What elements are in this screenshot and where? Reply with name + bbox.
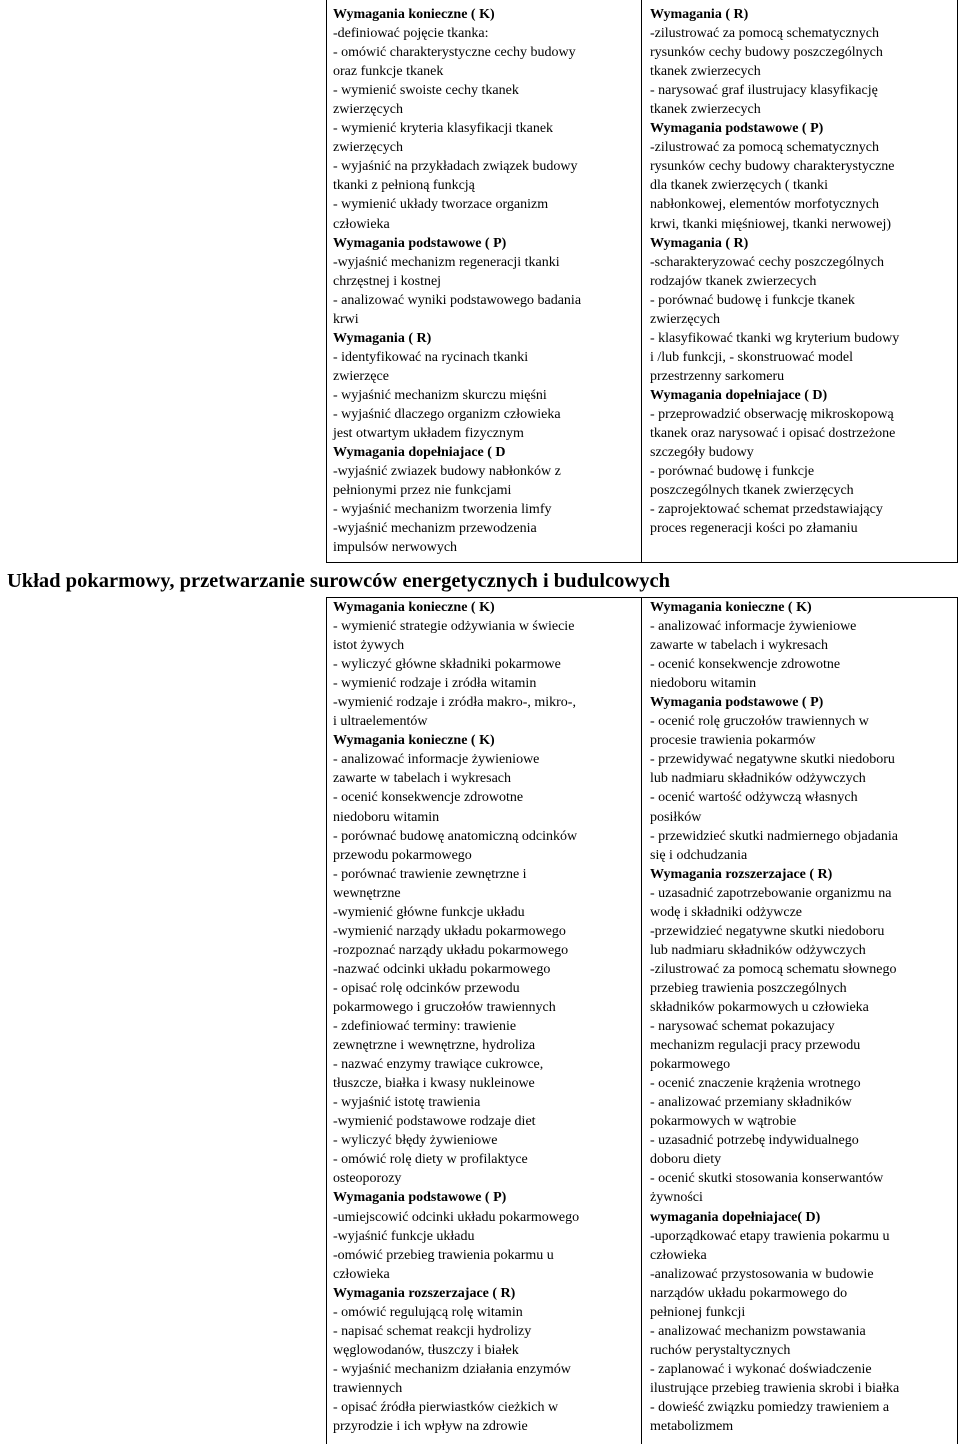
requirement-line: - ocenić konsekwencje zdrowotne <box>333 790 524 806</box>
requirement-line: - klasyfikować tkanki wg kryterium budowy <box>650 330 900 346</box>
requirement-line: posiłków <box>650 809 702 825</box>
requirement-line: - porównać budowę i funkcje tkanek <box>650 292 855 308</box>
requirement-line: - uzasadnić zapotrzebowanie organizmu na <box>650 885 892 901</box>
requirement-line: tkanki z pełnioną funkcją <box>333 178 475 194</box>
requirement-line: oraz funkcje tkanek <box>333 64 444 80</box>
requirement-heading: Wymagania podstawowe ( P) <box>650 121 824 137</box>
requirement-heading: Wymagania rozszerzajace ( R) <box>650 866 833 882</box>
requirement-line: - ocenić wartość odżywczą własnych <box>650 790 858 806</box>
requirement-line: -zilustrować za pomocą schematycznych <box>650 26 879 42</box>
requirement-line: - opisać rolę odcinków przewodu <box>333 980 520 996</box>
requirement-line: -wyjaśnić zwiazek budowy nabłonków z <box>333 464 561 480</box>
requirement-line: nabłonkowej, elementów morfotycznych <box>650 197 879 213</box>
requirement-line: impulsów nerwowych <box>333 540 458 556</box>
requirement-line: - wymienić kryteria klasyfikacji tkanek <box>333 121 554 137</box>
requirement-line: - wyjaśnić na przykładach związek budowy <box>333 159 578 175</box>
requirement-line: przyrodzie i ich wpływ na zdrowie <box>333 1419 528 1435</box>
requirement-line: składników pokarmowych u człowieka <box>650 999 869 1015</box>
requirement-line: - omówić rolę diety w profilaktyce <box>333 1152 528 1168</box>
requirement-line: - zaplanować i wykonać doświadczenie <box>650 1361 872 1377</box>
requirement-line: tłuszcze, białka i kwasy nukleinowe <box>333 1076 535 1092</box>
requirement-line: zawarte w tabelach i wykresach <box>333 771 512 787</box>
requirement-line: - przewidywać negatywne skutki niedoboru <box>650 752 895 768</box>
column-rule-right-lower <box>957 597 958 1444</box>
requirement-line: -nazwać odcinki układu pokarmowego <box>333 961 551 977</box>
requirement-line: przestrzenny sarkomeru <box>650 368 785 384</box>
requirement-line: -rozpoznać narządy układu pokarmowego <box>333 942 569 958</box>
requirement-line: -zilustrować za pomocą schematycznych <box>650 140 879 156</box>
requirement-line: węglowodanów, tłuszczy i białek <box>333 1342 519 1358</box>
bottom-right-cell <box>650 598 950 1436</box>
requirement-heading: Wymagania ( R) <box>650 7 749 22</box>
requirement-line: tkanek zwierzecych <box>650 102 761 118</box>
requirement-line: - identyfikować na rycinach tkanki <box>333 349 529 365</box>
requirement-line: - wyjaśnić mechanizm działania enzymów <box>333 1361 571 1377</box>
requirement-line: - analizować informacje żywieniowe <box>333 752 540 768</box>
requirement-line: - ocenić skutki stosowania konserwantów <box>650 1171 884 1187</box>
requirement-line: trawiennych <box>333 1380 403 1396</box>
requirement-line: pełnionej funkcji <box>650 1304 746 1320</box>
requirement-line: -wymienić rodzaje i zródła makro-, mikro-, <box>333 695 576 711</box>
requirement-heading: Wymagania podstawowe ( P) <box>333 235 507 251</box>
requirement-line: pokarmowego <box>650 1057 731 1073</box>
column-rule-middle-lower <box>641 597 642 1444</box>
requirement-line: ruchów perystaltycznych <box>650 1342 791 1358</box>
requirement-heading: Wymagania ( R) <box>333 330 432 346</box>
requirement-line: proces regeneracji kości po złamaniu <box>650 521 858 537</box>
column-rule-left <box>326 0 327 563</box>
requirement-line: szczegóły budowy <box>650 445 754 461</box>
requirement-line: - porównać budowę anatomiczną odcinków <box>333 828 578 844</box>
requirement-line: rodzajów tkanek zwierzecych <box>650 273 817 289</box>
requirement-heading: Wymagania rozszerzajace ( R) <box>333 1285 516 1301</box>
requirement-line: przebieg trawienia poszczególnych <box>650 980 847 996</box>
requirement-line: - napisać schemat reakcji hydrolizy <box>333 1323 532 1339</box>
requirement-line: -przewidzieć negatywne skutki niedoboru <box>650 923 885 939</box>
requirement-line: - wymienić układy tworzace organizm <box>333 197 549 213</box>
requirement-line: lub nadmiaru składników odżywczych <box>650 942 866 958</box>
requirement-line: - wymienić strategie odżywiania w świecie <box>333 619 575 635</box>
requirement-heading: Wymagania ( R) <box>650 235 749 251</box>
requirement-line: zwierzęcych <box>333 102 403 118</box>
requirement-line: pokarmowych w wątrobie <box>650 1114 797 1130</box>
requirement-line: zwierzęcych <box>650 311 720 327</box>
requirement-line: niedoboru witamin <box>333 809 440 825</box>
column-rule-middle <box>641 0 642 563</box>
requirement-line: - analizować wyniki podstawowego badania <box>333 292 582 308</box>
requirement-line: - zdefiniować terminy: trawienie <box>333 1019 517 1035</box>
requirement-line: -wyjaśnić mechanizm regeneracji tkanki <box>333 254 560 270</box>
requirement-line: - wyjaśnić mechanizm tworzenia limfy <box>333 502 552 518</box>
requirement-line: - dowieść związku pomiedzy trawieniem a <box>650 1399 890 1415</box>
requirement-line: - ocenić rolę gruczołów trawiennych w <box>650 714 869 730</box>
requirement-line: - wyliczyć główne składniki pokarmowe <box>333 657 561 673</box>
requirement-line: człowieka <box>333 216 390 232</box>
requirement-line: i ultraelementów <box>333 714 428 730</box>
requirement-line: -omówić przebieg trawienia pokarmu u <box>333 1247 554 1263</box>
requirement-line: rysunków cechy budowy poszczególnych <box>650 45 883 61</box>
requirement-line: - przeprowadzić obserwację mikroskopową <box>650 406 894 422</box>
column-rule-left-lower <box>326 597 327 1444</box>
requirement-line: mechanizm regulacji pracy przewodu <box>650 1038 861 1054</box>
requirement-heading: Wymagania konieczne ( K) <box>333 733 495 749</box>
requirement-line: tkanek zwierzecych <box>650 64 761 80</box>
requirement-heading: Wymagania konieczne ( K) <box>333 7 495 22</box>
requirement-line: poszczególnych tkanek zwierzęcych <box>650 483 854 499</box>
requirement-heading: wymagania dopełniajace( D) <box>650 1209 821 1225</box>
requirement-line: człowieka <box>650 1247 707 1263</box>
requirement-line: - omówić regulującą rolę witamin <box>333 1304 523 1320</box>
requirement-line: istot żywych <box>333 638 405 654</box>
requirement-line: - analizować informacje żywieniowe <box>650 619 857 635</box>
requirement-line: przewodu pokarmowego <box>333 847 472 863</box>
requirement-line: wodę i składniki odżywcze <box>650 904 803 920</box>
row-rule-bottom <box>326 562 958 563</box>
column-rule-right <box>957 0 958 563</box>
requirement-line: narządów układu pokarmowego do <box>650 1285 848 1301</box>
requirement-heading: Wymagania podstawowe ( P) <box>333 1190 507 1206</box>
requirement-line: - porównać budowę i funkcje <box>650 464 815 480</box>
top-right-cell <box>650 5 950 538</box>
requirement-heading: Wymagania podstawowe ( P) <box>650 695 824 711</box>
requirement-line: - omówić charakterystyczne cechy budowy <box>333 45 576 61</box>
top-left-cell <box>333 5 633 557</box>
requirement-line: żywności <box>650 1190 703 1206</box>
requirement-line: procesie trawienia pokarmów <box>650 733 816 749</box>
requirement-line: zewnętrzne i wewnętrzne, hydroliza <box>333 1038 536 1054</box>
requirement-line: - wyjaśnić istotę trawienia <box>333 1095 481 1111</box>
bottom-left-cell <box>333 598 633 1436</box>
requirement-line: - analizować przemiany składników <box>650 1095 852 1111</box>
requirement-line: metabolizmem <box>650 1419 734 1435</box>
requirement-line: -wyjaśnić mechanizm przewodzenia <box>333 521 537 537</box>
requirement-line: - wymienić swoiste cechy tkanek <box>333 83 519 99</box>
requirement-line: lub nadmiaru składników odżywczych <box>650 771 866 787</box>
requirement-line: -wymienić narządy układu pokarmowego <box>333 923 566 939</box>
requirement-line: -wyjaśnić funkcje układu <box>333 1228 475 1244</box>
requirement-line: wewnętrzne <box>333 885 401 901</box>
requirement-line: - wyjaśnić dlaczego organizm człowieka <box>333 406 561 422</box>
requirement-line: człowieka <box>333 1266 390 1282</box>
requirement-line: krwi <box>333 311 359 327</box>
requirement-line: zwierzęcych <box>333 140 403 156</box>
requirement-line: - wyliczyć błędy żywieniowe <box>333 1133 498 1149</box>
requirement-line: -wymienić główne funkcje układu <box>333 904 525 920</box>
requirement-line: -umiejscowić odcinki układu pokarmowego <box>333 1209 580 1225</box>
requirement-line: tkanek oraz narysować i opisać dostrzeżone <box>650 426 896 442</box>
requirement-heading: Wymagania konieczne ( K) <box>333 600 495 615</box>
requirement-line: - przewidzieć skutki nadmiernego objadania <box>650 828 899 844</box>
requirement-line: ilustrujące przebieg trawienia skrobi i białka <box>650 1380 900 1396</box>
requirement-line: - porównać trawienie zewnętrzne i <box>333 866 527 882</box>
requirement-line: zwierzęce <box>333 368 389 384</box>
requirement-line: - wymienić rodzaje i zródła witamin <box>333 676 537 692</box>
requirement-line: -analizować przystosowania w budowie <box>650 1266 874 1282</box>
requirement-line: - ocenić znaczenie krążenia wrotnego <box>650 1076 861 1092</box>
requirement-heading: Wymagania dopełniajace ( D) <box>650 387 828 403</box>
requirement-line: - ocenić konsekwencje zdrowotne <box>650 657 841 673</box>
requirement-line: i /lub funkcji, - skonstruować model <box>650 349 853 365</box>
requirement-line: osteoporozy <box>333 1171 402 1187</box>
requirement-line: -zilustrować za pomocą schematu słownego <box>650 961 897 977</box>
requirement-line: -scharakteryzować cechy poszczególnych <box>650 254 884 270</box>
requirement-line: się i odchudzania <box>650 847 748 863</box>
requirement-line: dla tkanek zwierzęcych ( tkanki <box>650 178 829 194</box>
requirement-line: rysunków cechy budowy charakterystyczne <box>650 159 895 175</box>
requirement-line: -wymienić podstawowe rodzaje diet <box>333 1114 536 1130</box>
requirement-line: -uporządkować etapy trawienia pokarmu u <box>650 1228 890 1244</box>
requirement-line: - zaprojektować schemat przedstawiający <box>650 502 883 518</box>
requirement-line: -definiować pojęcie tkanka: <box>333 26 489 42</box>
requirement-line: chrzęstnej i kostnej <box>333 273 442 289</box>
requirement-line: pokarmowego i gruczołów trawiennych <box>333 999 556 1015</box>
requirement-line: krwi, tkanki mięśniowej, tkanki nerwowej) <box>650 216 892 232</box>
requirement-heading: Wymagania dopełniajace ( D <box>333 445 506 461</box>
requirement-line: - uzasadnić potrzebę indywidualnego <box>650 1133 859 1149</box>
requirement-line: jest otwartym układem fizycznym <box>333 426 524 442</box>
requirement-line: - wyjaśnić mechanizm skurczu mięśni <box>333 387 547 403</box>
section-title: Układ pokarmowy, przetwarzanie surowców energetycznych i budulcowych <box>7 570 670 592</box>
requirement-line: - narysować schemat pokazujacy <box>650 1019 835 1035</box>
requirement-heading: Wymagania konieczne ( K) <box>650 600 812 615</box>
requirement-line: - narysować graf ilustrujacy klasyfikację <box>650 83 878 99</box>
requirement-line: pełnionymi przez nie funkcjami <box>333 483 512 499</box>
requirement-line: doboru diety <box>650 1152 722 1168</box>
requirement-line: - nazwać enzymy trawiące cukrowce, <box>333 1057 544 1073</box>
requirement-line: zawarte w tabelach i wykresach <box>650 638 829 654</box>
requirement-line: - opisać źródła pierwiastków cieżkich w <box>333 1399 559 1415</box>
requirement-line: - analizować mechanizm powstawania <box>650 1323 866 1339</box>
requirement-line: niedoboru witamin <box>650 676 757 692</box>
